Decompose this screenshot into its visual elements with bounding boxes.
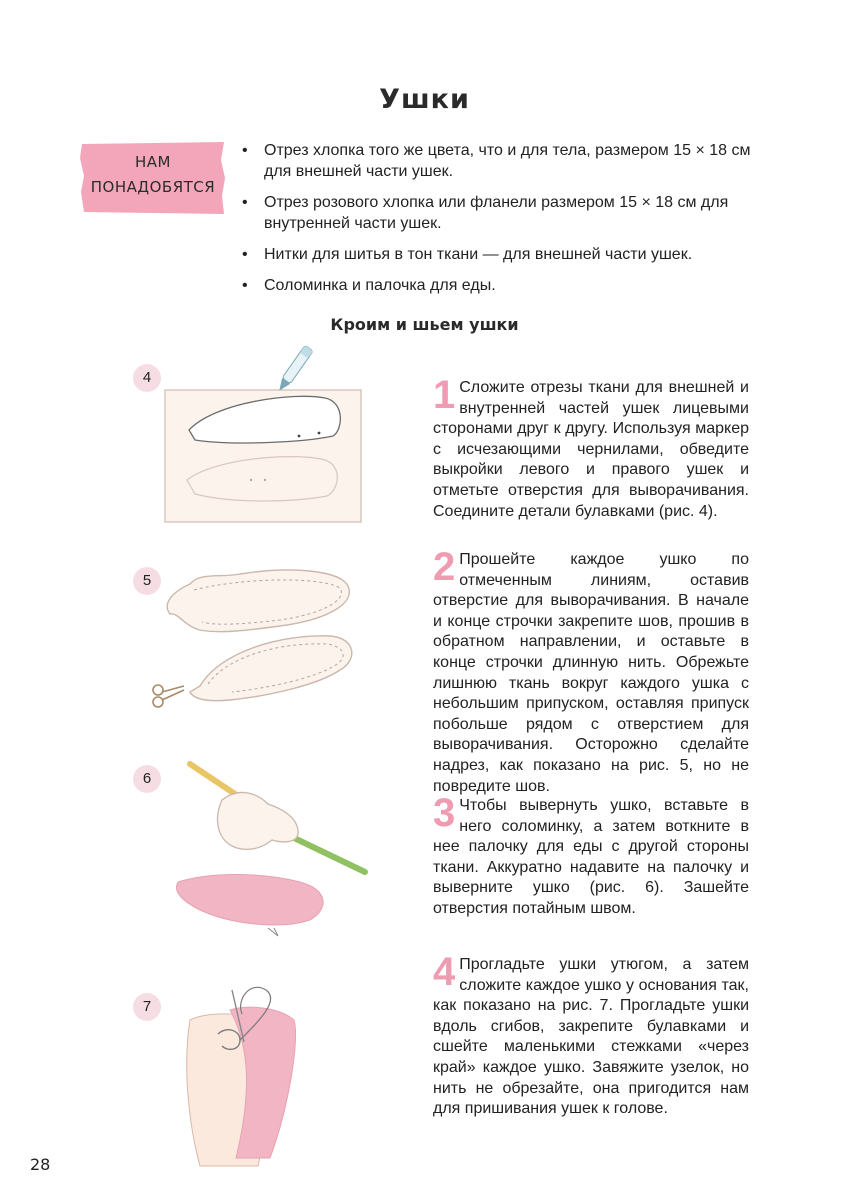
badge-line-2: ПОНАДОБЯТСЯ	[90, 178, 216, 196]
step-text: Прошейте каждое ушко по отмеченным линиям, оставив отверстие для выворачивания. В начале и конце строчки закрепите шов, прошив в обратном направлении, и оставьте в конце строчки длинную нить. Обрежьте лишнюю ткань вокруг каждого ушка с небольшим припуском, оставляя припуск побольше рядом с отверстием для выворачивания. Осторожно сделайте надрез, как показано на рис. 5, но не повредите шов.	[433, 551, 749, 795]
step-text: Прогладьте ушки утюгом, а затем сложите каждое ушко у основания так, как показано на рис. 7. Прогладьте ушки вдоль сгибов, закрепите булавками и сшейте маленькими стежками «через край» каждое ушко. Завяжите узелок, но нить не обрезайте, она пригодится нам для пришивания ушек к голове.	[433, 956, 749, 1118]
step-3	[433, 791, 749, 920]
figure-number-5: 5	[133, 567, 161, 595]
tracing-pattern-illustration	[155, 340, 375, 535]
page-title: Ушки	[379, 84, 470, 115]
badge-line-1: НАМ	[135, 153, 171, 171]
step-number: 4	[433, 950, 456, 994]
step-4	[433, 950, 749, 1120]
step-number: 2	[433, 545, 456, 589]
materials-list	[238, 140, 768, 306]
step-2	[433, 545, 749, 797]
materials-badge	[80, 140, 226, 216]
figure-number-6: 6	[133, 765, 161, 793]
hand-sewing-ear-illustration	[170, 980, 320, 1170]
figure-number-4: 4	[133, 364, 161, 392]
section-subtitle: Кроим и шьем ушки	[330, 315, 519, 334]
step-number: 1	[433, 373, 456, 417]
turning-ear-with-straw-illustration	[160, 760, 375, 945]
materials-item: • Нитки для шитья в тон ткани — для внешней части ушек.	[238, 244, 768, 265]
materials-item: • Отрез хлопка того же цвета, что и для тела, размером 15 × 18 см для внешней части ушек.	[238, 140, 768, 182]
step-text: Сложите отрезы ткани для внешней и внутренней частей ушек лицевыми сторонами друг к другу. Используя маркер с исчезающими чернилами, обведите выкройки левого и правого ушек и отметьте отверстия для выворачивания. Соедините детали булавками (рис. 4).	[433, 379, 749, 520]
page-number: 28	[30, 1155, 51, 1174]
materials-item: • Отрез розового хлопка или фланели размером 15 × 18 см для внутренней части ушек.	[238, 192, 768, 234]
step-1	[433, 373, 749, 522]
step-number: 3	[433, 791, 456, 835]
figure-number-7: 7	[133, 993, 161, 1021]
materials-item: • Соломинка и палочка для еды.	[238, 275, 768, 296]
sewn-ear-pieces-illustration	[150, 560, 365, 720]
step-text: Чтобы вывернуть ушко, вставьте в него соломинку, а затем воткните в нее палочку для еды с другой стороны ткани. Аккуратно надавите на палочку и выверните ушко (рис. 6). Зашейте отверстия потайным швом.	[433, 797, 749, 917]
